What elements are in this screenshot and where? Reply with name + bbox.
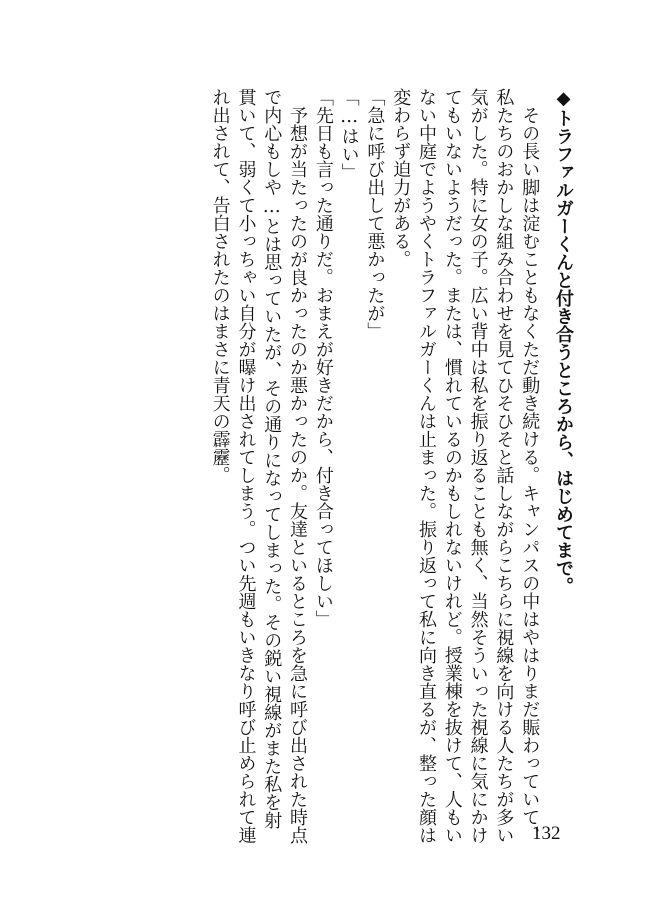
page-number: 132 — [532, 823, 561, 844]
dialogue-line: 「先日も言った通りだ。おまえが好きだから、付き合ってほしい」 — [312, 88, 334, 628]
text-line: れ出されて、告白されたのはまさに青天の霹靂。 — [209, 88, 231, 484]
text-line: 気がした。特に女の子。広い背中は私を振り返ることも無く、当然そういった視線に気にかけ — [467, 88, 489, 844]
text-line: 貫いて、弱くて小っちゃい自分が曝け出されてしまう。つい先週もいきなり呼び止められて連 — [235, 88, 257, 844]
dialogue-line: 「…はい」 — [338, 88, 360, 181]
text-line: 予想が当たったのが良かったのか悪かったのか。友達といるところを急に呼び出された時点 — [287, 88, 309, 844]
text-line: ない中庭でようやくトラファルガーくんは止まった。振り返って私に向き直るが、整った顔は — [416, 88, 438, 844]
text-line: で内心もしや…とは思っていたが、その通りになってしまった。その鋭い視線がまた私を射 — [261, 88, 283, 829]
text-line: 変わらず迫力がある。 — [390, 88, 412, 268]
text-line: その長い脚は淀むこともなくただ動き続ける。キャンパスの中はやはりまだ賑わっていて、 — [519, 88, 541, 844]
dialogue-line: 「急に呼び出して悪かったが」 — [364, 88, 386, 340]
section-heading: ◆トラファルガーくんと付き合うところから、はじめてまで。 — [553, 88, 574, 595]
text-line: てもいないようだった。または、慣れているのかもしれないけれど。授業棟を抜けて、人もい — [441, 88, 463, 844]
text-line: 私たちのおかしな組み合わせを見てひそひそと話しながらこちらに視線を向ける人たちが多い — [493, 88, 515, 844]
